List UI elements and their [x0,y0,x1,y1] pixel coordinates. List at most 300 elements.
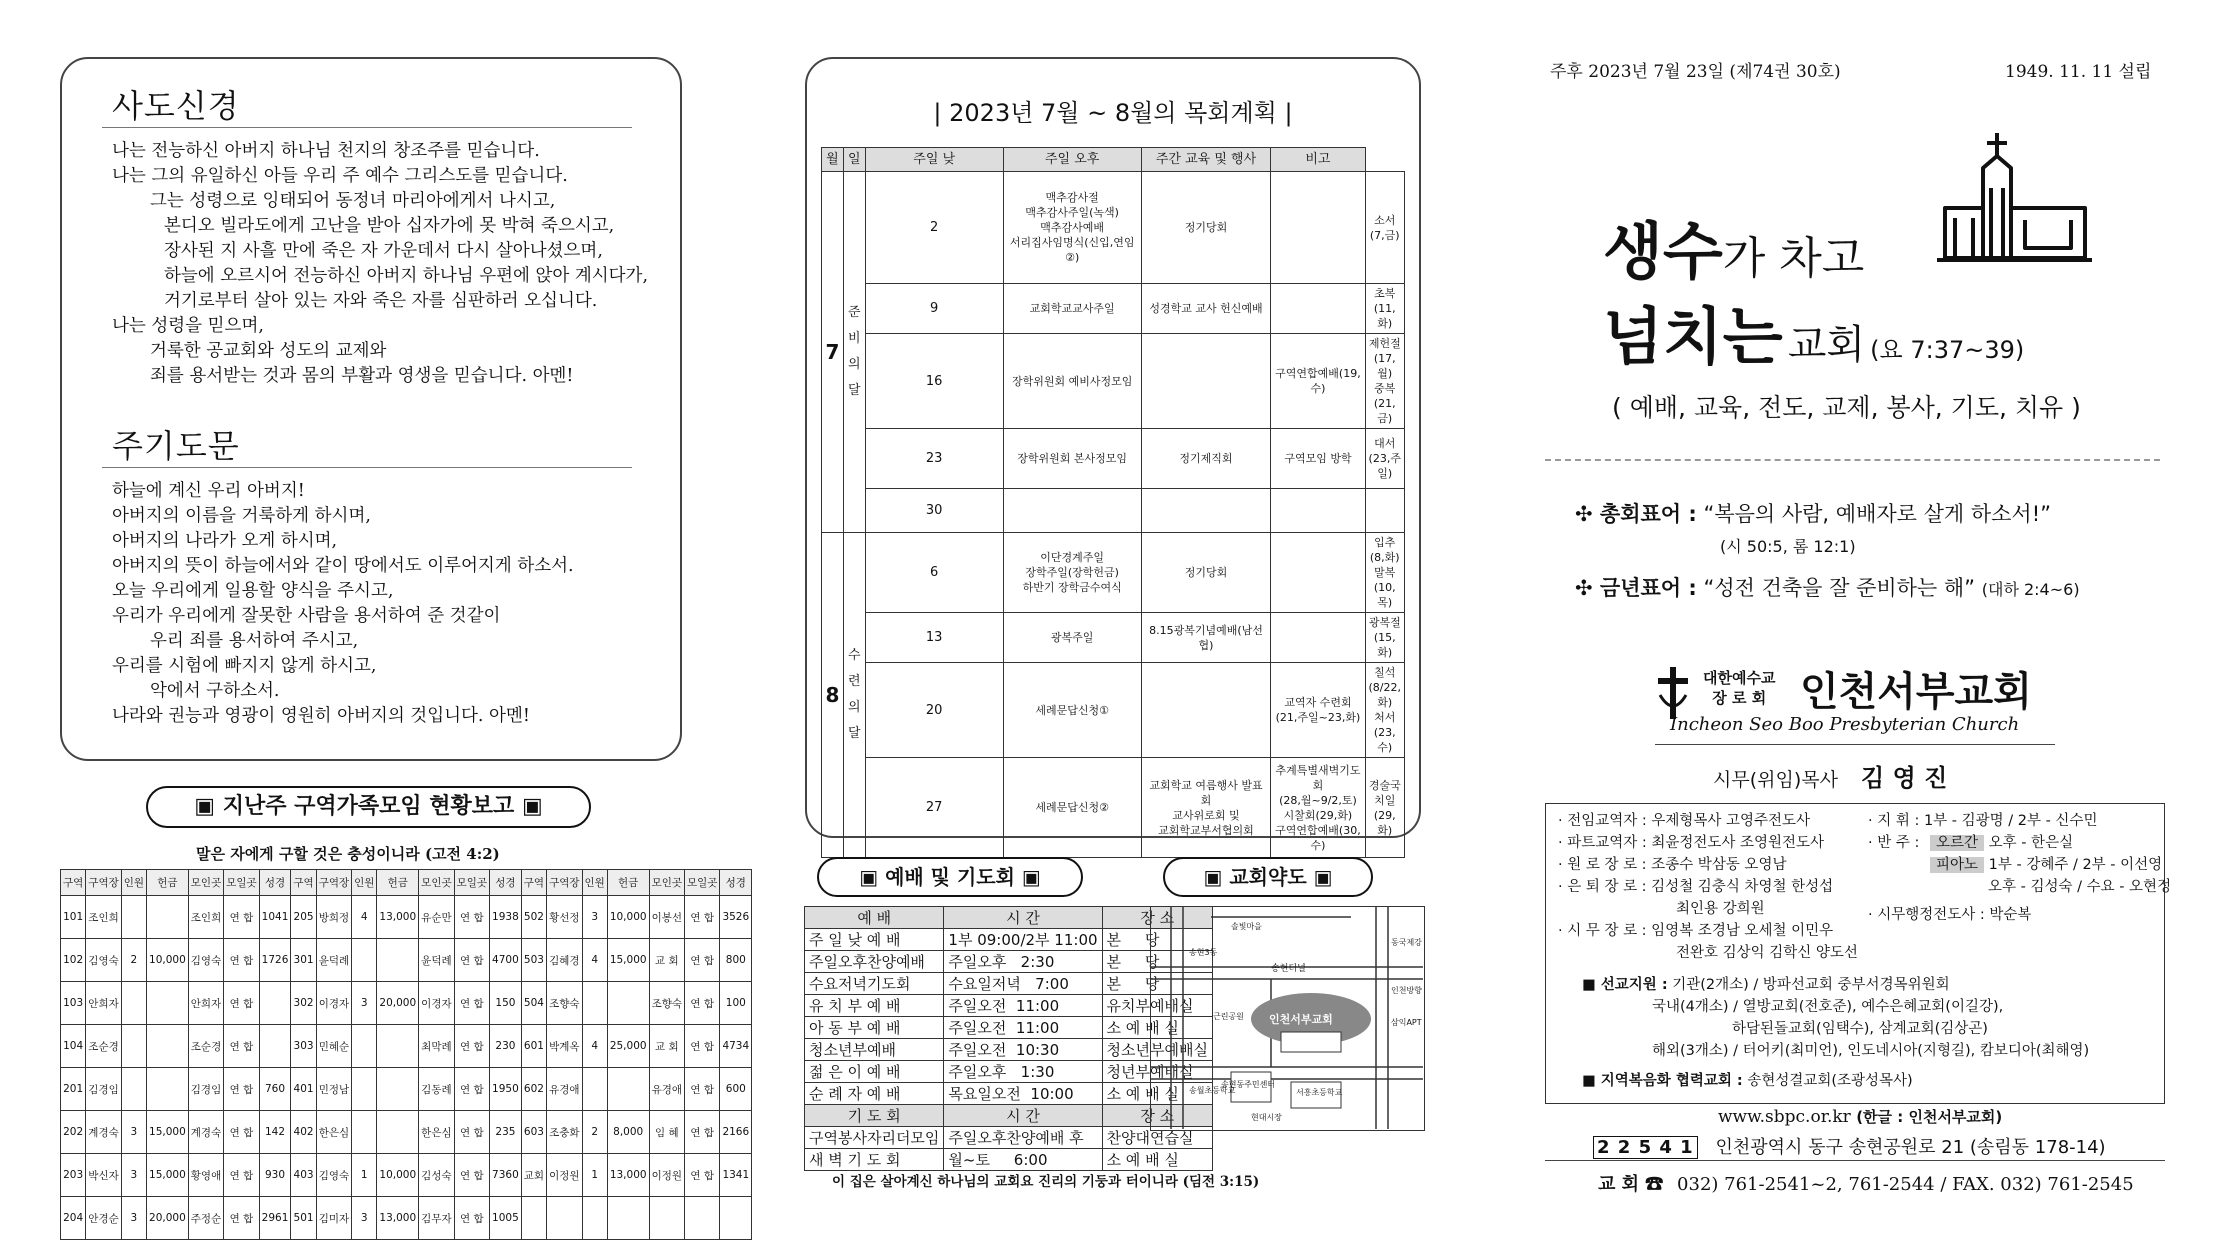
report-cell: 윤덕례 [316,939,351,982]
table-row [822,758,1405,858]
core-values: ( 예배, 교육, 전도, 교제, 봉사, 기도, 치유 ) [1612,393,2081,422]
plan-cell-note: 제헌절(17,월) 중복(21,금) [1365,334,1404,429]
worship-cell: 젊 은 이 예 배 [805,1061,944,1083]
table-row [822,429,1405,489]
mission-line-2: 국내(4개소) / 열방교회(전호준), 예수은혜교회(이길강), [1652,999,2004,1015]
report-cell: 103 [61,982,86,1025]
report-cell: 민혜순 [316,1025,351,1068]
creed-title: 사도신경 [112,87,240,125]
report-title: ▣ 지난주 구역가족모임 현황보고 ▣ [194,794,543,819]
plan-header-cell: 주일 낮 [865,148,1003,172]
report-cell: 13,000 [377,1197,419,1240]
report-cell [259,1025,291,1068]
worship-cell: 수요저녁기도회 [805,973,944,995]
plan-cell-day: 13 [865,613,1003,663]
table-row [822,489,1405,533]
report-cell: 방희정 [316,896,351,939]
worship-cell: 본 당 [1102,929,1212,951]
piano-players: 1부 - 강혜주 / 2부 - 이선영 [1988,857,2163,873]
report-verse: 말은 자에게 구할 것은 충성이니라 (고전 4:2) [196,845,500,863]
map-label-market: 현대시장 [1251,1113,1282,1122]
report-header-cell: 인원 [352,870,377,896]
report-cell [521,1197,546,1240]
denomination-line-1: 대한예수교 [1703,669,1776,687]
pastor-rule [1655,744,2055,745]
report-cell: 연 합 [454,1197,489,1240]
report-cell [352,1025,377,1068]
report-cell: 연 합 [685,982,720,1025]
staff-box [1545,803,2172,1104]
report-cell: 303 [291,1025,316,1068]
plan-theme-char: 달 [847,726,861,741]
plan-cell-note: 소서(7,금) [1365,172,1404,284]
denomination-line-2: 장 로 회 [1712,689,1767,707]
creed-title-rule [102,127,632,128]
website-korean: (한글 : 인천서부교회) [1856,1108,2003,1126]
report-cell: 조향숙 [649,982,684,1025]
plan-cell-aft: 정기당회 [1141,533,1271,613]
worship-cell: 월~토 6:00 [944,1149,1102,1171]
report-cell [121,1025,146,1068]
report-header-row [61,870,752,896]
report-cell: 20,000 [147,1197,189,1240]
address-line [1593,1133,2106,1159]
phone-numbers: 032) 761-2541~2, 761-2544 / FAX. 032) 761-2545 [1677,1174,2134,1195]
report-cell: 1341 [720,1154,752,1197]
plan-month-theme [843,172,865,533]
report-cell: 4 [352,896,377,939]
prayer-line: 악에서 구하소서. [150,681,280,701]
map-label-school: 서흥초등학교 [1296,1088,1343,1097]
prayer-line: 아버지의 이름을 거룩하게 하시며, [112,506,371,526]
plan-cell-note: 칠석(8/22,화) 처서(23,수) [1365,663,1404,758]
report-cell: 3 [352,1197,377,1240]
worship-cell: 기 도 회 [805,1105,944,1127]
report-cell: 600 [720,1068,752,1111]
report-cell: 3 [352,982,377,1025]
local-partner [1582,1070,1913,1092]
report-cell: 202 [61,1111,86,1154]
report-cell [685,1197,720,1240]
plan-cell-aft: 성경학교 교사 헌신예배 [1141,284,1271,334]
report-cell: 10,000 [147,939,189,982]
table-row [61,1197,752,1240]
report-cell: 한은심 [316,1111,351,1154]
report-cell: 이경자 [419,982,454,1025]
website-line [1718,1106,2002,1127]
report-title-banner [146,786,591,828]
report-cell: 김미자 [316,1197,351,1240]
plan-theme-char: 비 [847,331,861,346]
creed-line: 그는 성령으로 잉태되어 동정녀 마리아에게서 나시고, [150,191,556,211]
staff-line: 최인용 강희원 [1676,901,1765,917]
report-cell: 13,000 [377,896,419,939]
worship-cell: 유치부예배실 [1102,995,1212,1017]
report-cell: 한은심 [419,1111,454,1154]
organ-badge: 오르간 [1930,835,1984,851]
staff-piano-2: 오후 - 김성숙 / 수요 - 오현정 [1988,879,2172,895]
contact-rule [1545,1160,2165,1161]
map-label-elementary: 송월초등학교 [1189,1086,1236,1095]
report-cell: 조충화 [547,1111,582,1154]
report-cell: 이정원 [547,1154,582,1197]
report-header-cell: 성경 [259,870,291,896]
plan-cell-week [1271,613,1365,663]
mission-line-4: 해외(3개소) / 터어키(최미언), 인도네시아(지형길), 캄보디아(최해영) [1652,1043,2090,1059]
motto-1 [1575,498,2051,528]
report-header-cell: 구역 [61,870,86,896]
report-cell: 402 [291,1111,316,1154]
pastor-label: 시무(위임)목사 [1713,769,1838,791]
report-cell: 연 합 [685,1068,720,1111]
table-row [805,1149,1213,1171]
worship-cell: 시 간 [944,1105,1102,1127]
worship-cell: 소 예 배 실 [1102,1083,1212,1105]
report-cell: 25,000 [607,1025,649,1068]
report-cell: 1 [582,1154,607,1197]
report-cell: 203 [61,1154,86,1197]
report-cell: 교 회 [649,1025,684,1068]
report-cell: 4 [582,939,607,982]
map-label-solbit: 솔빛마을 [1231,922,1262,931]
plan-cell-aft [1141,663,1271,758]
local-partner-name: 송현성결교회(조광성목사) [1747,1073,1913,1089]
report-cell [121,896,146,939]
motto-2 [1575,572,2080,602]
report-cell: 연 합 [224,1197,259,1240]
prayer-title: 주기도문 [112,427,240,465]
plan-cell-week: 구역연합예배(19,수) [1271,334,1365,429]
report-cell [147,1025,189,1068]
report-cell: 20,000 [377,982,419,1025]
worship-footer: 이 집은 살아계신 하나님의 교회요 진리의 기둥과 터이니라 (딤전 3:15) [832,1174,1260,1190]
plan-header-cell: 월 [822,148,844,172]
report-cell: 연 합 [454,1068,489,1111]
staff-admin: · 시무행정전도사 : 박순복 [1868,907,2032,923]
report-cell: 김성숙 [419,1154,454,1197]
staff-left [1558,810,1858,964]
worship-cell: 시 간 [944,907,1102,929]
report-header-cell: 헌금 [607,870,649,896]
mission-support [1582,974,2089,1062]
report-cell: 150 [490,982,522,1025]
plan-cell-note: 광복절(15,화) [1365,613,1404,663]
worship-cell: 주일오후 2:30 [944,951,1102,973]
report-cell: 김영숙 [316,1154,351,1197]
report-header-cell: 모일곳 [454,870,489,896]
worship-cell: 장 소 [1102,907,1212,929]
worship-cell: 주일오전 11:00 [944,1017,1102,1039]
report-cell: 조순경 [86,1025,121,1068]
report-header-cell: 헌금 [377,870,419,896]
report-cell: 연 합 [454,896,489,939]
report-header-cell: 구역장 [86,870,121,896]
worship-cell: 주 일 낮 예 배 [805,929,944,951]
report-cell: 연 합 [454,1154,489,1197]
report-cell: 3 [121,1154,146,1197]
report-cell: 교회 [521,1154,546,1197]
report-cell: 조인희 [86,896,121,939]
report-cell: 1938 [490,896,522,939]
report-cell: 김영숙 [188,939,223,982]
report-cell: 연 합 [224,896,259,939]
table-row [61,896,752,939]
slogan-1-strong: 생수 [1603,215,1723,288]
report-cell [720,1197,752,1240]
phone-line [1598,1170,2134,1196]
staff-accompanist [1868,832,2171,854]
motto-1-ref: (시 50:5, 롬 12:1) [1720,537,1856,556]
report-cell: 유경애 [649,1068,684,1111]
map-label-direction: 인천방향 [1391,986,1422,995]
plan-cell-day: 9 [865,284,1003,334]
report-header-cell: 구역장 [316,870,351,896]
staff-line: · 파트교역자 : 최윤정전도사 조영원전도사 [1558,835,1825,851]
address: 인천광역시 동구 송현공원로 21 (송림동 178-14) [1715,1137,2106,1158]
report-cell [607,1197,649,1240]
report-cell [259,982,291,1025]
report-cell [377,1068,419,1111]
report-cell: 1041 [259,896,291,939]
website[interactable]: www.sbpc.or.kr [1718,1107,1851,1127]
piano-badge: 피아노 [1930,857,1984,873]
plan-header-cell: 주일 오후 [1003,148,1141,172]
motto-2-label: ✣ 금년표어 : [1575,576,1697,600]
table-row [822,533,1405,613]
creed-line: 거룩한 공교회와 성도의 교제와 [150,341,387,361]
report-cell [147,1068,189,1111]
motto-2-text: “성전 건축을 잘 준비하는 해” [1703,576,1976,600]
report-cell: 15,000 [607,939,649,982]
report-cell: 최막례 [419,1025,454,1068]
worship-cell: 유 치 부 예 배 [805,995,944,1017]
report-cell: 2 [121,939,146,982]
report-cell: 601 [521,1025,546,1068]
plan-cell-note: 대서(23,주일) [1365,429,1404,489]
report-cell: 연 합 [454,939,489,982]
report-cell: 이봉선 [649,896,684,939]
worship-cell: 소 예 배 실 [1102,1149,1212,1171]
report-cell: 8,000 [607,1111,649,1154]
prayer-line: 하늘에 계신 우리 아버지! [112,481,305,501]
plan-cell-day: 16 [865,334,1003,429]
report-cell: 3 [121,1111,146,1154]
report-cell [582,1197,607,1240]
report-cell: 401 [291,1068,316,1111]
worship-cell: 구역봉사자리더모임 [805,1127,944,1149]
table-row [822,284,1405,334]
staff-conductor: · 지 휘 : 1부 - 김광명 / 2부 - 신수민 [1868,813,2098,829]
report-cell: 603 [521,1111,546,1154]
report-cell: 유경애 [547,1068,582,1111]
worship-cell: 아 동 부 예 배 [805,1017,944,1039]
map-title-banner [1163,857,1373,897]
report-cell: 주정순 [188,1197,223,1240]
map-title: ▣ 교회약도 ▣ [1203,865,1333,889]
plan-header-cell: 일 [843,148,865,172]
report-cell [607,982,649,1025]
report-cell: 김혜경 [547,939,582,982]
worship-cell: 예 배 [805,907,944,929]
report-cell: 205 [291,896,316,939]
map-label-center: 송현동주민센터 [1221,1080,1276,1089]
report-cell: 황영애 [188,1154,223,1197]
worship-cell: 주일오후찬양예배 [805,951,944,973]
slogan-2-rest: 교회 [1787,322,1866,368]
report-header-cell: 구역 [521,870,546,896]
report-cell: 10,000 [607,896,649,939]
motto-1-text: “복음의 사람, 예배자로 살게 하소서!” [1703,502,2052,526]
plan-theme-char: 달 [847,383,861,398]
report-cell [377,1111,419,1154]
prayer-text [112,479,574,729]
plan-cell-aft: 정기제직회 [1141,429,1271,489]
report-cell: 101 [61,896,86,939]
plan-cell-note: 초복(11,화) [1365,284,1404,334]
report-cell: 104 [61,1025,86,1068]
slogan-line-2 [1603,287,2024,376]
worship-cell: 청소년부예배 [805,1039,944,1061]
report-header-cell: 모일곳 [224,870,259,896]
plan-cell-noon: 맥추감사절 맥추감사주일(녹색) 맥추감사예배 서리집사임명식(신입,연임②) [1003,172,1141,284]
plan-panel [805,57,1421,852]
report-cell: 김동례 [419,1068,454,1111]
plan-cell-week [1271,172,1365,284]
report-cell: 연 합 [224,982,259,1025]
plan-cell-note: 입추(8,화) 말복(10,목) [1365,533,1404,613]
report-header-cell: 성경 [720,870,752,896]
report-cell: 1726 [259,939,291,982]
issue-date: 주후 2023년 7월 23일 (제74권 30호) [1550,62,1841,82]
report-cell: 연 합 [685,939,720,982]
local-partner-label: ■ 지역복음화 협력교회 : [1582,1073,1743,1089]
map-label-dong: 송현3동 [1189,948,1218,957]
report-cell [121,982,146,1025]
report-cell: 102 [61,939,86,982]
report-cell: 3 [582,896,607,939]
report-cell [121,1068,146,1111]
prayer-line: 우리 죄를 용서하여 주시고, [150,631,359,651]
report-cell: 501 [291,1197,316,1240]
plan-cell-day: 2 [865,172,1003,284]
worship-cell: 청소년부예배실 [1102,1039,1212,1061]
report-cell: 4734 [720,1025,752,1068]
plan-month-theme [843,533,865,858]
report-cell: 연 합 [685,1111,720,1154]
report-cell: 760 [259,1068,291,1111]
report-cell: 안희자 [188,982,223,1025]
mission-item-0: 기관(2개소) / 방파선교회 중부서경목위원회 [1672,977,1950,993]
report-cell: 교 회 [649,939,684,982]
plan-theme-char: 준 [847,305,861,320]
report-header-cell: 구역 [291,870,316,896]
report-cell [147,982,189,1025]
creed-line: 본디오 빌라도에게 고난을 받아 십자가에 못 박혀 죽으시고, [164,216,615,236]
staff-line: · 원 로 장 로 : 조종수 박삼동 오영남 [1558,857,1787,873]
creed-panel [60,57,682,761]
report-cell: 계경숙 [188,1111,223,1154]
plan-theme-char: 수 [847,648,861,663]
report-cell: 230 [490,1025,522,1068]
report-cell: 800 [720,939,752,982]
worship-cell: 1부 09:00/2부 11:00 [944,929,1102,951]
table-row [822,613,1405,663]
staff-line: · 시 무 장 로 : 임영복 조경남 오세철 이민우 [1558,923,1834,939]
table-row [61,982,752,1025]
report-cell [547,1197,582,1240]
plan-cell-aft: 교회학교 여름행사 발표회 교사위로회 및 교회학교부서협의회 [1141,758,1271,858]
map-label-steel: 동국제강 [1391,938,1422,947]
church-name-english: Incheon Seo Boo Presbyterian Church [1670,714,2020,735]
church-building-icon [1937,128,2092,268]
report-cell [377,1025,419,1068]
plan-cell-aft: 8.15광복기념예배(남선협) [1141,613,1271,663]
report-cell: 201 [61,1068,86,1111]
table-row [61,1111,752,1154]
report-cell: 연 합 [224,939,259,982]
plan-cell-week: 구역모임 방학 [1271,429,1365,489]
creed-line: 장사된 지 사흘 만에 죽은 자 가운데서 다시 살아나셨으며, [164,241,603,261]
report-cell: 민정남 [316,1068,351,1111]
worship-cell: 소 예 배 실 [1102,1017,1212,1039]
plan-cell-week: 교역자 수련회 (21,주일~23,화) [1271,663,1365,758]
report-cell: 502 [521,896,546,939]
plan-cell-aft: 정기당회 [1141,172,1271,284]
table-row [61,1154,752,1197]
report-cell: 연 합 [685,1154,720,1197]
worship-cell: 주일오전 10:30 [944,1039,1102,1061]
report-cell: 김영숙 [86,939,121,982]
plan-cell-noon: 세례문답신청① [1003,663,1141,758]
report-header-cell: 모일곳 [685,870,720,896]
report-cell [377,939,419,982]
report-cell: 김무자 [419,1197,454,1240]
masthead-divider [1545,459,2160,461]
plan-cell-aft [1141,489,1271,533]
plan-cell-noon: 장학위원회 본사정모임 [1003,429,1141,489]
plan-cell-noon [1003,489,1141,533]
report-cell: 계경숙 [86,1111,121,1154]
report-cell: 유순만 [419,896,454,939]
plan-cell-noon: 광복주일 [1003,613,1141,663]
report-cell: 1 [352,1154,377,1197]
founded-date: 1949. 11. 11 설립 [2005,62,2152,82]
worship-cell: 순 례 자 예 배 [805,1083,944,1105]
report-cell: 연 합 [454,1111,489,1154]
worship-cell: 주일오후찬양예배 후 [944,1127,1102,1149]
creed-line: 나는 성령을 믿으며, [112,316,264,336]
creed-line: 하늘에 오르시어 전능하신 아버지 하나님 우편에 앉아 계시다가, [164,266,649,286]
plan-cell-day: 27 [865,758,1003,858]
motto-2-ref: (대하 2:4~6) [1981,580,2080,599]
report-cell: 602 [521,1068,546,1111]
report-cell: 10,000 [377,1154,419,1197]
report-cell [649,1197,684,1240]
plan-table [821,147,1405,858]
report-cell: 930 [259,1154,291,1197]
worship-cell: 목요일오전 10:00 [944,1083,1102,1105]
table-row [61,939,752,982]
worship-cell: 장 소 [1102,1105,1212,1127]
report-cell: 504 [521,982,546,1025]
report-cell: 142 [259,1111,291,1154]
zip-code: 2 2 5 4 1 [1593,1136,1698,1159]
plan-cell-note: 경술국치일 (29,화) [1365,758,1404,858]
creed-line: 거기로부터 살아 있는 자와 죽은 자를 심판하러 오십니다. [164,291,598,311]
table-row [61,1068,752,1111]
report-cell [607,1068,649,1111]
plan-header-cell: 비고 [1271,148,1365,172]
